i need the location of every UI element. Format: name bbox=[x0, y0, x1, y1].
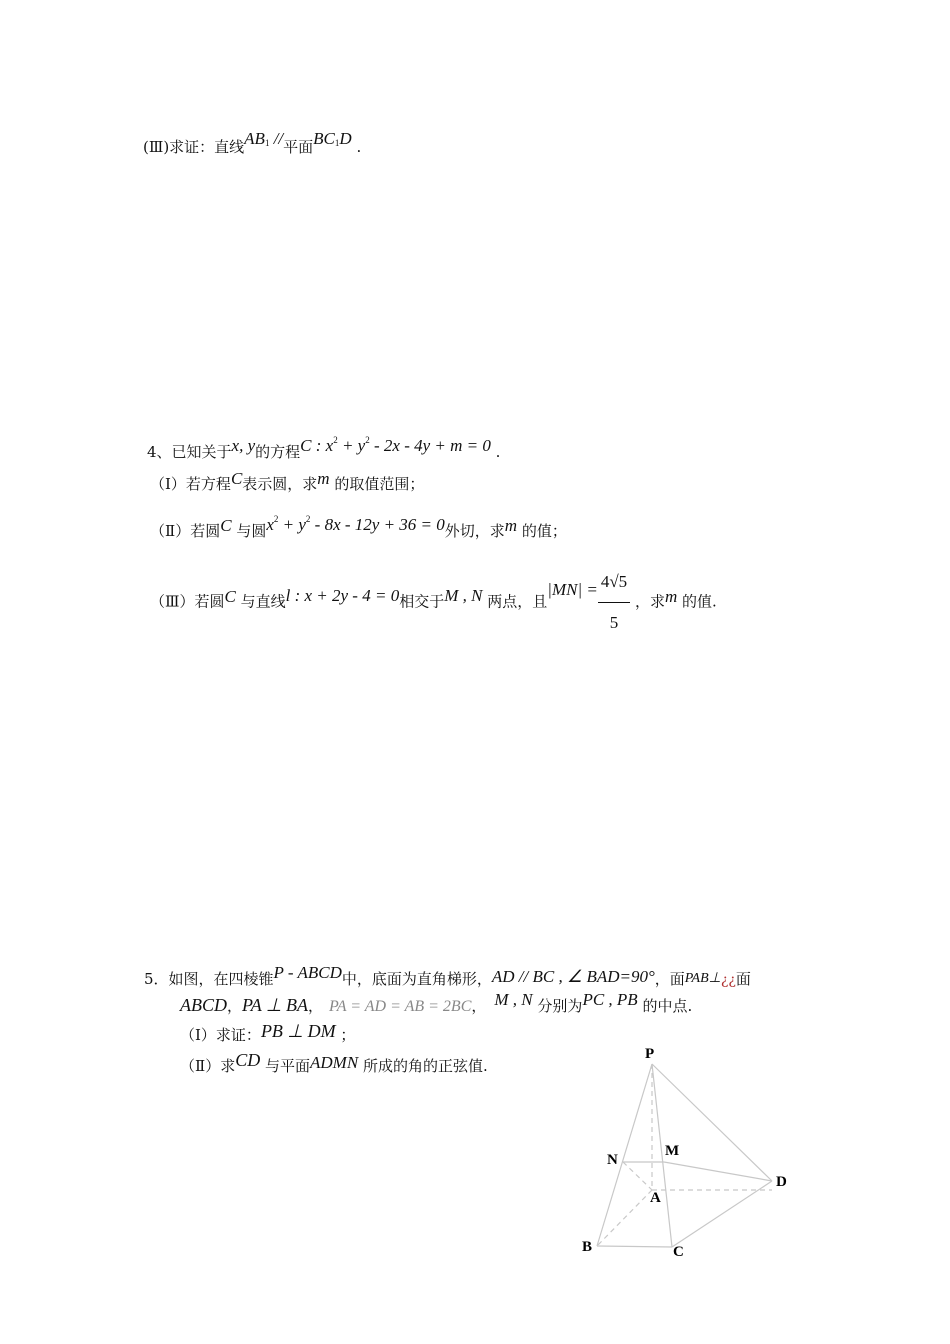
q5-segments: PC , PB bbox=[582, 990, 638, 1009]
q5-end: 的中点. bbox=[642, 997, 693, 1015]
q5-p2-end: 所成的角的正弦值. bbox=[362, 1057, 488, 1075]
q5-p2-mid: 与平面 bbox=[265, 1057, 311, 1075]
q5-p2-cd: CD bbox=[235, 1050, 261, 1070]
sep: ， bbox=[227, 997, 243, 1015]
q5-p2-label: （Ⅱ）求 bbox=[180, 1057, 236, 1075]
label-d: D bbox=[776, 1174, 787, 1190]
plane-word: 平面 bbox=[283, 138, 314, 156]
q4-p2-equation: $x^2 + y^2 - 8x - 12y + 36 = 0$ bbox=[266, 514, 445, 534]
q4-part2 bbox=[150, 515, 567, 541]
q5-p1-end: ； bbox=[340, 1026, 356, 1044]
q5-p1-label: （Ⅰ）求证： bbox=[180, 1026, 261, 1044]
q4-p3-label: （Ⅲ）若圆 bbox=[150, 592, 225, 611]
q5-text3: 面 bbox=[735, 970, 751, 988]
q5-equal-lengths: PA = AD = AB = 2BC bbox=[329, 998, 472, 1015]
q5-points: M , N bbox=[494, 990, 533, 1009]
q4-p2-mid2: 外切，求 bbox=[444, 522, 505, 540]
q4-p3-fraction: $\frac{4√5}{5}$ bbox=[598, 562, 630, 643]
label-n: N bbox=[607, 1152, 618, 1168]
q5-condition1: AD // BC , ∠ BAD=90° bbox=[491, 967, 655, 986]
var-c: C bbox=[220, 516, 232, 535]
var-c: C bbox=[224, 586, 236, 606]
q4-p2-end: 的值； bbox=[521, 522, 567, 540]
var-m: m bbox=[664, 586, 678, 606]
line-ab1: $AB_1$ // bbox=[244, 129, 284, 148]
q5-text2: ，面 bbox=[654, 970, 685, 988]
q4-p3-line: l : x + 2y - 4 = 0 bbox=[285, 585, 400, 605]
q4-p3-points: M , N bbox=[444, 585, 483, 605]
q5-condition2: PAB⊥ bbox=[684, 971, 721, 986]
q5-part2 bbox=[180, 1050, 488, 1076]
q4-p3-end: 的值. bbox=[682, 592, 717, 611]
q5-statement-line1 bbox=[144, 963, 751, 991]
part3-statement bbox=[143, 129, 362, 161]
var-m: m bbox=[504, 516, 518, 535]
sep: ， bbox=[308, 997, 324, 1015]
q4-vars: x, y bbox=[231, 436, 256, 455]
q5-p1-eq: PB ⊥ DM bbox=[260, 1021, 336, 1041]
q5-perp: PA ⊥ BA bbox=[242, 995, 309, 1015]
label-a: A bbox=[650, 1190, 661, 1206]
q4-intro: 4、已知关于 bbox=[147, 443, 232, 461]
q5-part1 bbox=[180, 1021, 356, 1045]
q4-p3-tail: ，求 bbox=[634, 592, 665, 611]
q5-base: ABCD bbox=[180, 995, 227, 1015]
q4-part3 bbox=[150, 562, 717, 643]
label-c: C bbox=[673, 1244, 684, 1260]
q4-p2-label: （Ⅱ）若圆 bbox=[150, 522, 221, 540]
period: . bbox=[495, 443, 501, 461]
label-m: M bbox=[665, 1143, 680, 1159]
part3-label: (Ⅲ)求证：直线 bbox=[143, 138, 245, 156]
label-b: B bbox=[582, 1239, 593, 1255]
edge-cd bbox=[672, 1181, 772, 1247]
q4-p3-mid2: 相交于 bbox=[399, 592, 445, 611]
q4-statement bbox=[147, 436, 500, 462]
q5-intro: 5．如图，在四棱锥 bbox=[144, 970, 274, 988]
q5-glitch-chars: ¿¿ bbox=[720, 972, 736, 988]
q4-p1-end: 的取值范围； bbox=[334, 475, 425, 493]
q4-p1-mid: 表示圆，求 bbox=[242, 475, 318, 493]
q4-p3-mid: 与直线 bbox=[240, 592, 286, 611]
q5-text4: 分别为 bbox=[537, 997, 583, 1015]
q5-statement-line2 bbox=[180, 990, 693, 1017]
q5-pyramid: P - ABCD bbox=[273, 963, 342, 982]
q4-p3-two: 两点，且 bbox=[487, 592, 548, 611]
var-m: m bbox=[317, 469, 330, 488]
q4-mid: 的方程 bbox=[255, 443, 301, 461]
q4-equation: C : $x^2 + y^2 - 2x - 4y + m = 0$ bbox=[300, 435, 491, 455]
segment-na bbox=[623, 1162, 652, 1190]
q4-p3-abs: |MN| = bbox=[547, 579, 598, 599]
q5-text1: 中，底面为直角梯形， bbox=[341, 970, 492, 988]
q4-part1 bbox=[150, 469, 425, 494]
sep: ， bbox=[471, 997, 487, 1015]
edge-bc bbox=[597, 1246, 672, 1247]
plane-bc1d: $BC_1D$ bbox=[313, 129, 352, 148]
q5-p2-plane: ADMN bbox=[310, 1053, 359, 1072]
var-c: C bbox=[230, 469, 243, 488]
q4-p1-label: （Ⅰ）若方程 bbox=[150, 475, 231, 493]
label-p: P bbox=[645, 1046, 655, 1062]
pyramid-figure bbox=[570, 1038, 800, 1268]
period: . bbox=[356, 138, 362, 156]
q4-p2-mid: 与圆 bbox=[236, 522, 267, 540]
